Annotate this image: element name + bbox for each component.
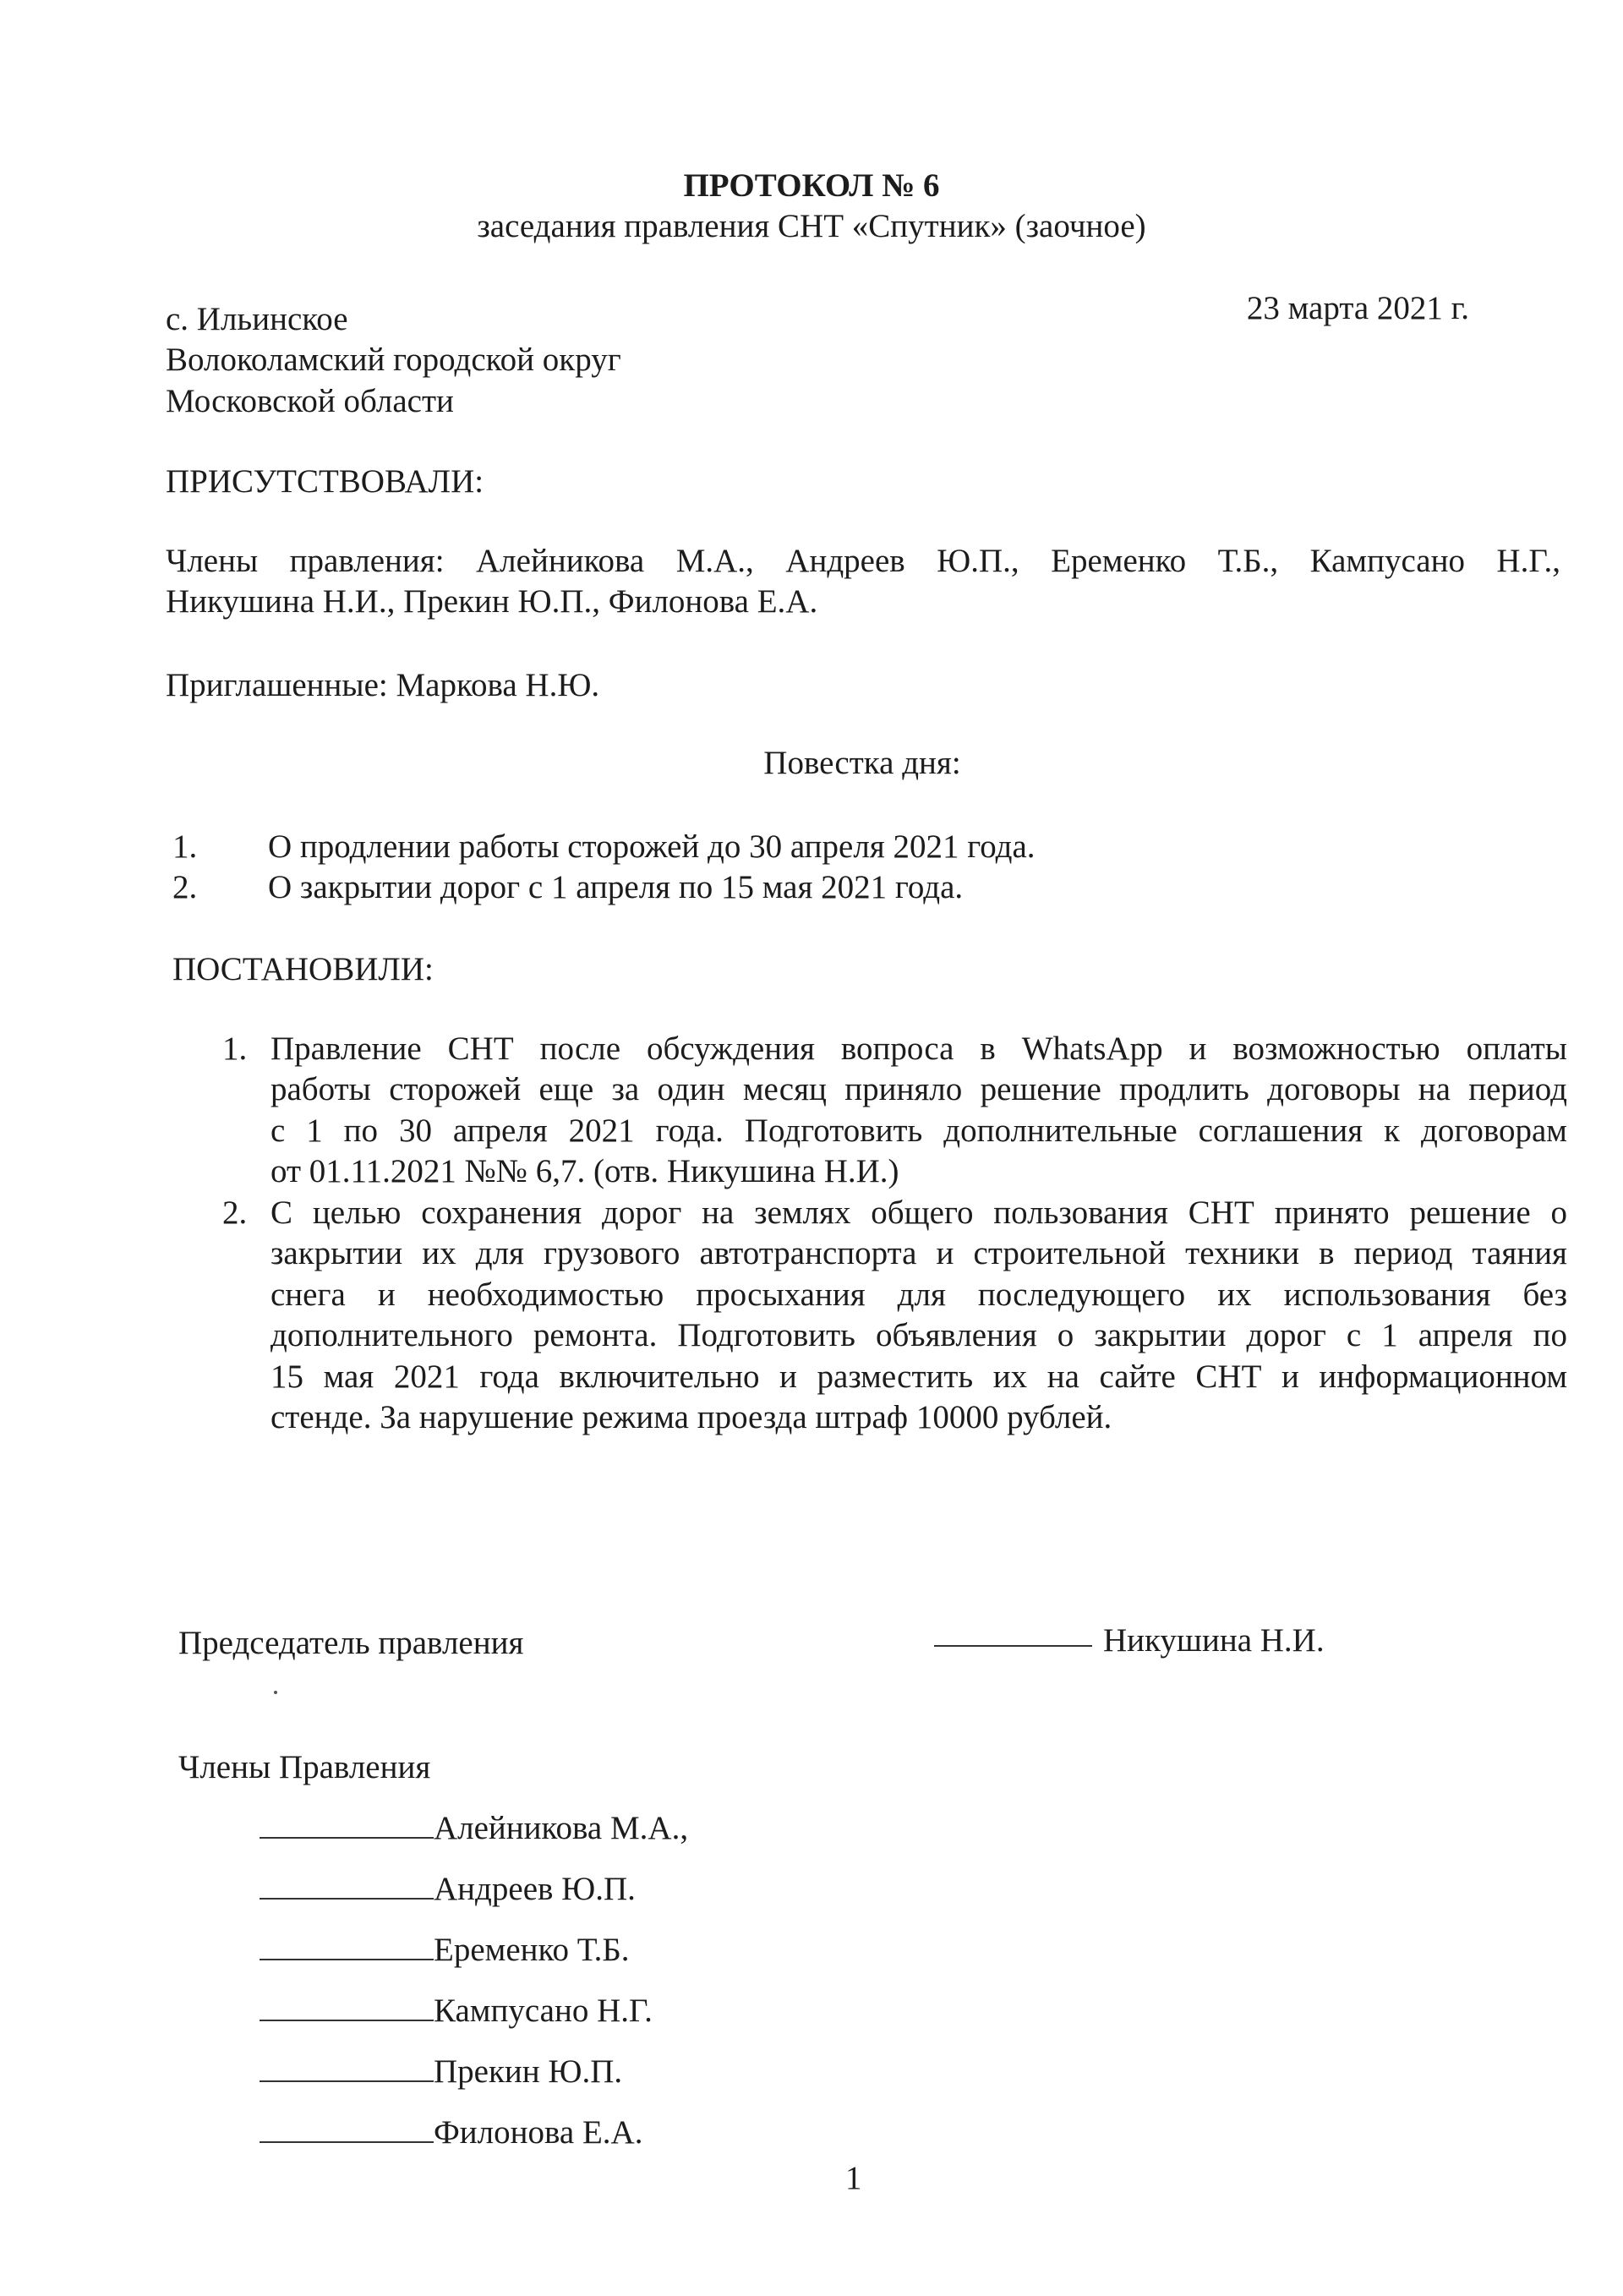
resolutions-heading: ПОСТАНОВИЛИ: bbox=[172, 951, 434, 987]
place-line: Московской области bbox=[166, 383, 454, 419]
document-subtitle: заседания правления СНТ «Спутник» (заочное) bbox=[477, 208, 1146, 244]
document-date: 23 марта 2021 г. bbox=[1246, 290, 1469, 326]
invited-line: Приглашенные: Маркова Н.Ю. bbox=[166, 667, 600, 703]
member-name: Филонова Е.А. bbox=[434, 2114, 643, 2151]
member-name: Прекин Ю.П. bbox=[434, 2053, 623, 2090]
chair-label: Председатель правления bbox=[178, 1625, 524, 1661]
resolution-line: стенде. За нарушение режима проезда штраф 10000 рублей. bbox=[270, 1399, 1112, 1435]
resolution-line: с 1 по 30 апреля 2021 года. Подготовить дополнительные соглашения к договорам bbox=[270, 1112, 1567, 1149]
member-name: Еременко Т.Б. bbox=[434, 1932, 630, 1968]
member-signature bbox=[260, 1869, 636, 1910]
chair-signature-line bbox=[934, 1616, 1092, 1657]
document-title: ПРОТОКОЛ № 6 bbox=[683, 167, 940, 204]
agenda-item-text: О закрытии дорог с 1 апреля по 15 мая 2021 года. bbox=[268, 869, 964, 905]
resolution-line: 15 мая 2021 года включительно и разместить их на сайте СНТ и информационном bbox=[270, 1358, 1567, 1395]
resolution-number: 1. bbox=[222, 1030, 248, 1067]
resolution-line: снега и необходимостью просыхания для последующего их использования без bbox=[270, 1276, 1567, 1313]
agenda-item-text: О продлении работы сторожей до 30 апреля 2021 года. bbox=[268, 828, 1036, 865]
member-signature bbox=[260, 1808, 688, 1849]
member-name: Андреев Ю.П. bbox=[434, 1871, 636, 1907]
place-line: с. Ильинское bbox=[166, 301, 348, 337]
place-line: Волоколамский городской округ bbox=[166, 342, 621, 378]
agenda-heading: Повестка дня: bbox=[763, 745, 961, 781]
member-signature bbox=[260, 2052, 622, 2092]
page-number: 1 bbox=[845, 2160, 862, 2196]
resolution-line: от 01.11.2021 №№ 6,7. (отв. Никушина Н.И.) bbox=[270, 1153, 899, 1189]
member-name: Кампусано Н.Г. bbox=[434, 1993, 653, 2029]
member-name: Алейникова М.А., bbox=[434, 1810, 689, 1846]
member-signature bbox=[260, 1991, 653, 2031]
chair-name: Никушина Н.И. bbox=[1103, 1622, 1325, 1659]
members-line: Члены правления: Алейникова М.А., Андреев Ю.П., Еременко Т.Б., Кампусано Н.Г., bbox=[166, 543, 1560, 579]
resolution-line: закрытии их для грузового автотранспорта и строительной техники в период таяния bbox=[270, 1235, 1567, 1271]
resolution-line: С целью сохранения дорог на землях общего пользования СНТ принято решение о bbox=[270, 1194, 1567, 1231]
attendance-heading: ПРИСУТСТВОВАЛИ: bbox=[166, 463, 484, 500]
resolution-number: 2. bbox=[222, 1194, 248, 1231]
member-signature bbox=[260, 1930, 630, 1971]
scan-speck bbox=[274, 1691, 277, 1694]
members-label: Члены Правления bbox=[178, 1749, 431, 1785]
resolution-line: работы сторожей еще за один месяц приняло решение продлить договоры на период bbox=[270, 1071, 1567, 1107]
resolution-line: дополнительного ремонта. Подготовить объявления о закрытии дорог с 1 апреля по bbox=[270, 1317, 1567, 1353]
member-signature bbox=[260, 2113, 642, 2153]
resolution-line: Правление СНТ после обсуждения вопроса в WhatsApp и возможностью оплаты bbox=[270, 1030, 1567, 1067]
members-line: Никушина Н.И., Прекин Ю.П., Филонова Е.А. bbox=[166, 583, 818, 620]
agenda-item-number: 2. bbox=[172, 869, 198, 905]
agenda-item-number: 1. bbox=[172, 828, 198, 865]
